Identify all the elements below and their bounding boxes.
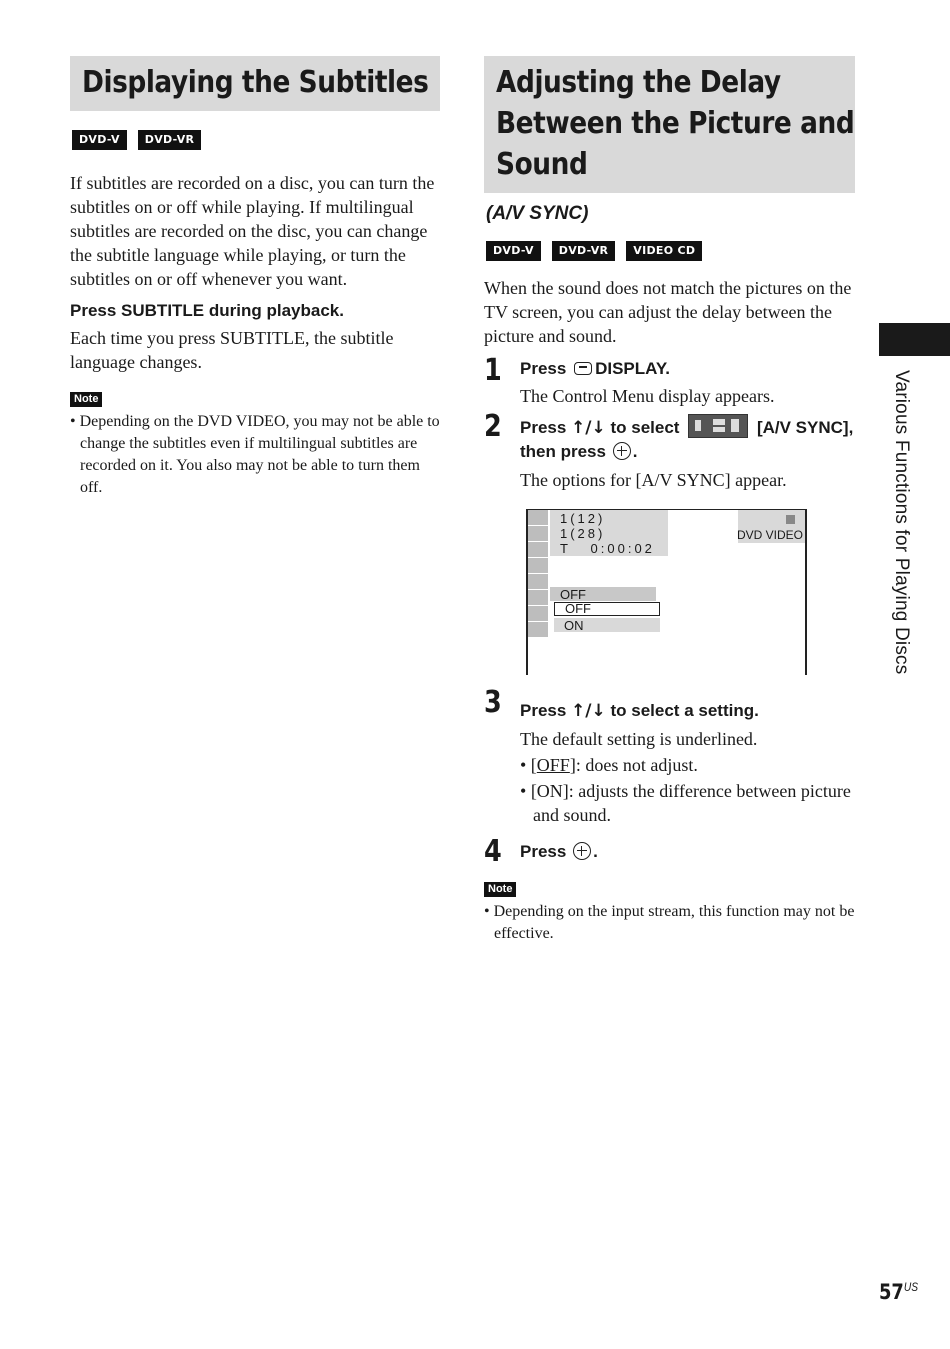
result-paragraph: Each time you press SUBTITLE, the subtitle language changes.	[70, 328, 394, 372]
up-down-arrow-icon: ↑/↓	[571, 701, 606, 721]
section-title-line3: Sound	[496, 147, 588, 182]
badge-dvd-vr: DVD-VR	[138, 130, 202, 150]
step-press-text: Press	[520, 359, 567, 378]
step-press-text: Press	[520, 418, 567, 437]
step-number: 3	[484, 685, 502, 720]
badge-video-cd: VIDEO CD	[626, 241, 702, 261]
step-select-text: to select	[610, 418, 680, 437]
enter-button-icon	[613, 442, 631, 460]
badge-dvd-v: DVD-V	[72, 130, 127, 150]
osd-option-on: ON	[554, 618, 660, 632]
option-off-key: OFF	[536, 755, 570, 775]
disc-badges	[486, 241, 855, 261]
chapter-side-label: Various Functions for Playing Discs	[891, 370, 912, 675]
badge-dvd-vr: DVD-VR	[552, 241, 616, 261]
option-off-item: • [OFF]: does not adjust.	[520, 755, 698, 775]
step-then-text: then press	[520, 442, 606, 461]
osd-chapter-line: 1(28)	[560, 526, 606, 541]
page-number-value: 57	[879, 1280, 904, 1304]
page-region-suffix: US	[903, 1280, 919, 1294]
step-desc: The Control Menu display appears.	[520, 386, 775, 406]
step-desc: The options for [A/V SYNC] appear.	[520, 470, 787, 490]
step-desc: The default setting is underlined.	[520, 729, 758, 749]
osd-source-panel	[738, 510, 805, 543]
note-label: Note	[70, 392, 102, 407]
section-title: Displaying the Subtitles	[82, 65, 429, 100]
osd-source-label: DVD VIDEO	[736, 528, 803, 542]
section-title-line1: Adjusting the Delay	[496, 65, 781, 100]
osd-option-off: OFF	[554, 602, 660, 616]
av-sync-label: [A/V SYNC],	[756, 418, 854, 437]
page-number	[879, 1280, 918, 1304]
right-section	[484, 56, 855, 492]
section-subtitle: (A/V SYNC)	[486, 203, 589, 224]
step-press-text: Press	[520, 842, 567, 861]
display-button-label: DISPLAY.	[595, 359, 671, 378]
step-number: 2	[484, 409, 502, 444]
av-sync-icon	[688, 414, 748, 438]
option-on-desc: [ON]: adjusts the difference between picture and sound.	[530, 781, 851, 825]
section-title-line2: Between the Picture and	[496, 106, 855, 141]
osd-square-icon	[786, 515, 795, 524]
note-label: Note	[484, 882, 516, 897]
osd-title-line: 1(12)	[560, 511, 606, 526]
step-1	[484, 353, 855, 408]
osd-time-line: T 0:00:02	[560, 541, 655, 556]
enter-button-icon	[573, 842, 591, 860]
disc-badges	[72, 130, 440, 150]
step-number: 4	[484, 834, 502, 869]
intro-paragraph: If subtitles are recorded on a disc, you can turn the subtitles on or off while playing. If multilingual subtitles are recorded on the disc, you can change the subtitle language while playing, or turn the subtitles on or off whenever you want.	[70, 173, 435, 289]
right-section-cont	[484, 685, 855, 945]
osd-icon-column	[528, 510, 548, 638]
step-number: 1	[484, 353, 502, 388]
control-menu-screen	[526, 509, 807, 675]
step-end-text: .	[632, 442, 638, 461]
section-heading-box	[484, 56, 855, 193]
step-4	[484, 834, 855, 869]
note-text: • Depending on the DVD VIDEO, you may not be able to change the subtitles even if multilingual subtitles are recorded on it. You also may not be able to turn them off.	[70, 413, 440, 496]
section-tab-marker	[879, 323, 950, 356]
display-button-icon	[574, 362, 592, 375]
step-rest-text: to select a setting.	[610, 701, 759, 720]
option-on-item: • [ON]: adjusts the difference between picture and sound.	[520, 781, 851, 825]
intro-paragraph: When the sound does not match the pictures on the TV screen, you can adjust the delay between the picture and sound.	[484, 278, 852, 346]
left-section	[70, 56, 440, 499]
note-text: • Depending on the input stream, this function may not be effective.	[484, 903, 855, 942]
step-2	[484, 409, 855, 492]
osd-current-setting: OFF	[550, 587, 656, 601]
step-end-text: .	[593, 842, 598, 861]
option-off-desc: : does not adjust.	[575, 755, 698, 775]
osd-info-panel	[550, 510, 668, 556]
section-heading-box	[70, 56, 440, 111]
badge-dvd-v: DVD-V	[486, 241, 541, 261]
instruction: Press SUBTITLE during playback.	[70, 301, 344, 320]
step-3	[484, 685, 855, 827]
step-press-text: Press	[520, 701, 567, 720]
up-down-arrow-icon: ↑/↓	[571, 418, 606, 438]
